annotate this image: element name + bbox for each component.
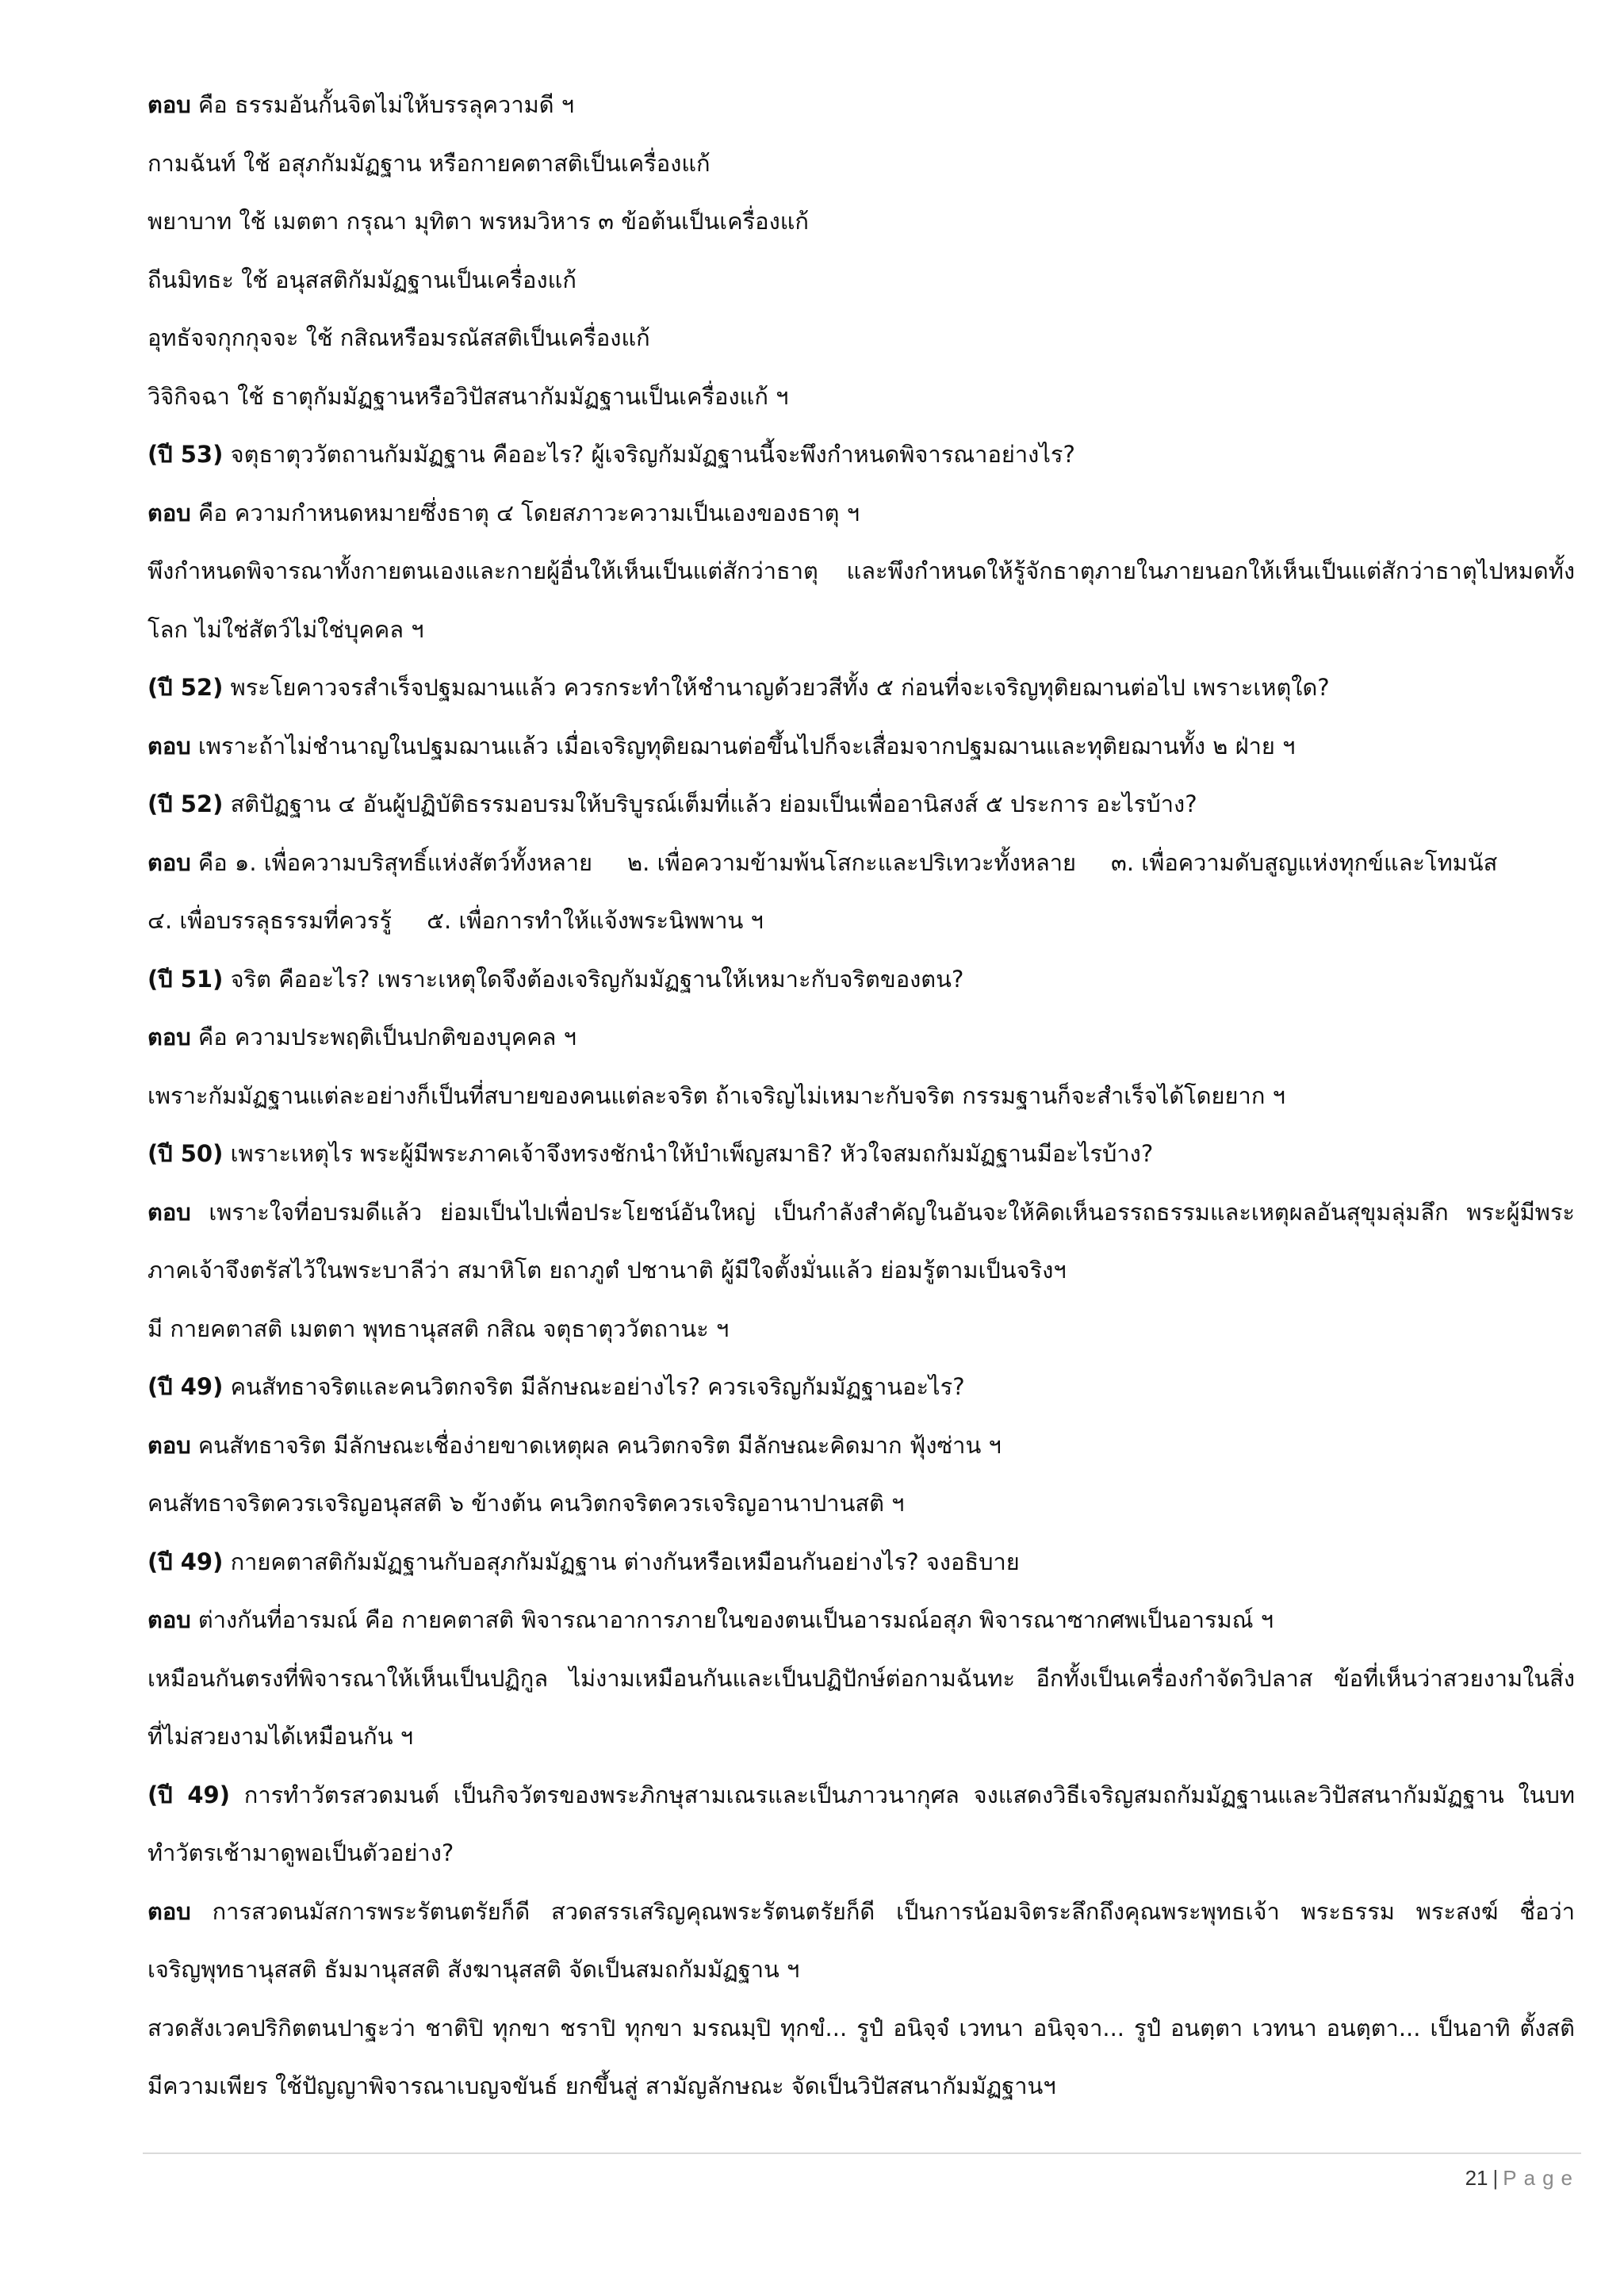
text-line bbox=[147, 1824, 1575, 1883]
line-label: (ปี 52) bbox=[147, 674, 224, 701]
text-line bbox=[147, 1008, 1575, 1067]
line-text: สติปัฏฐาน ๔ อันผู้ปฏิบัติธรรมอบรมให้บริบูรณ์เต็มที่แล้ว ย่อมเป็นเพื่ออานิสงส์ ๕ ประการ อะไรบ้าง? bbox=[223, 790, 1197, 817]
line-text: เพราะกัมมัฏฐานแต่ละอย่างก็เป็นที่สบายของคนแต่ละจริต ถ้าเจริญไม่เหมาะกับจริต กรรมฐานก็จะสำเร็จได้โดยยาก ฯ bbox=[147, 1081, 1285, 1109]
text-line bbox=[147, 426, 1575, 484]
line-text: คนสัทธาจริตควรเจริญอนุสสติ ๖ ข้างต้น คนวิตกจริตควรเจริญอานาปานสติ ฯ bbox=[147, 1490, 905, 1517]
line-label: (ปี 53) bbox=[147, 441, 224, 468]
line-label: ตอบ bbox=[147, 1024, 191, 1050]
text-line bbox=[147, 484, 1575, 543]
text-line bbox=[147, 775, 1575, 834]
line-text: สวดสังเวคปริกิตตนปาฐะว่า ชาติปิ ทุกขา ชราปิ ทุกขา มรณมฺปิ ทุกขํ... รูปํ อนิจฺจํ เวทนา อนิจฺจา... รูปํ อนตฺตา เวทนา อนตฺตา... เป็นอาทิ ตั้งสติ bbox=[147, 2014, 1575, 2042]
text-line bbox=[147, 368, 1575, 427]
line-text: ถีนมิทธะ ใช้ อนุสสติกัมมัฏฐานเป็นเครื่องแก้ bbox=[147, 266, 576, 293]
text-line bbox=[147, 1591, 1575, 1650]
text-line bbox=[147, 1184, 1575, 1242]
line-label: ตอบ bbox=[147, 91, 191, 118]
line-label: (ปี 51) bbox=[147, 965, 224, 993]
line-text: เจริญพุทธานุสสติ ธัมมานุสสติ สังฆานุสสติ จัดเป็นสมถกัมมัฏฐาน ฯ bbox=[147, 1956, 800, 1983]
text-line bbox=[147, 1650, 1575, 1709]
line-text: คือ ความกำหนดหมายซึ่งธาตุ ๔ โดยสภาวะความเป็นเองของธาตุ ฯ bbox=[190, 499, 860, 526]
line-text: มีความเพียร ใช้ปัญญาพิจารณาเบญจขันธ์ ยกขึ้นสู่ สามัญลักษณะ จัดเป็นวิปัสสนากัมมัฏฐานฯ bbox=[147, 2072, 1056, 2099]
text-line bbox=[147, 135, 1575, 193]
line-text: ๔. เพื่อบรรลุธรรมที่ควรรู้ bbox=[147, 907, 393, 934]
text-line bbox=[147, 1941, 1575, 1999]
text-line bbox=[147, 659, 1575, 718]
line-text: ต่างกันที่อารมณ์ คือ กายคตาสติ พิจารณาอาการภายในของตนเป็นอารมณ์อสุภ พิจารณาซากศพเป็นอารมณ์ ฯ bbox=[190, 1606, 1274, 1633]
line-text: เพราะใจที่อบรมดีแล้ว ย่อมเป็นไปเพื่อประโยชน์อันใหญ่ เป็นกำลังสำคัญในอันจะให้คิดเห็นอรรถธรรมและเหตุผลอันสุขุมลุ่มลึก พระผู้มีพระ bbox=[190, 1198, 1575, 1226]
text-line bbox=[147, 718, 1575, 776]
text-line bbox=[147, 1300, 1575, 1359]
line-text: เพราะเหตุไร พระผู้มีพระภาคเจ้าจึงทรงชักนำให้บำเพ็ญสมาธิ? หัวใจสมถกัมมัฏฐานมีอะไรบ้าง? bbox=[223, 1140, 1154, 1167]
line-text: โลก ไม่ใช่สัตว์ไม่ใช่บุคคล ฯ bbox=[147, 615, 424, 643]
line-text: ที่ไม่สวยงามได้เหมือนกัน ฯ bbox=[147, 1723, 414, 1750]
line-text: มี กายคตาสติ เมตตา พุทธานุสสติ กสิณ จตุธาตุววัตถานะ ฯ bbox=[147, 1314, 730, 1342]
line-text: ทำวัตรเช้ามาดูพอเป็นตัวอย่าง? bbox=[147, 1839, 454, 1866]
text-line bbox=[147, 1533, 1575, 1592]
line-text: คือ ความประพฤติเป็นปกติของบุคคล ฯ bbox=[190, 1024, 576, 1050]
line-text: พระโยคาวจรสำเร็จปฐมฌานแล้ว ควรกระทำให้ชำนาญด้วยวสีทั้ง ๕ ก่อนที่จะเจริญทุติยฌานต่อไป เพราะเหตุใด? bbox=[223, 674, 1330, 701]
text-line bbox=[147, 76, 1575, 135]
line-text: ภาคเจ้าจึงตรัสไว้ในพระบาลีว่า สมาหิโต ยถาภูตํ ปชานาติ ผู้มีใจตั้งมั่นแล้ว ย่อมรู้ตามเป็นจริงฯ bbox=[147, 1257, 1067, 1284]
page-number: 21 bbox=[1465, 2166, 1488, 2190]
line-text: พึงกำหนดพิจารณาทั้งกายตนเองและกายผู้อื่นให้เห็นเป็นแต่สักว่าธาตุ และพึงกำหนดให้รู้จักธาตุภายในภายนอกให้เห็นเป็นแต่สักว่าธาตุไปหมดทั้ง bbox=[147, 557, 1575, 584]
line-label: ตอบ bbox=[147, 732, 191, 760]
line-label: ตอบ bbox=[147, 1606, 191, 1633]
line-text: การสวดนมัสการพระรัตนตรัยก็ดี สวดสรรเสริญคุณพระรัตนตรัยก็ดี เป็นการน้อมจิตระลึกถึงคุณพระพุทธเจ้า พระธรรม พระสงฆ์ ชื่อว่า bbox=[190, 1897, 1575, 1925]
text-line bbox=[147, 601, 1575, 660]
footer-divider bbox=[143, 2152, 1581, 2154]
text-line bbox=[147, 1708, 1575, 1766]
text-line bbox=[147, 1242, 1575, 1300]
line-text: พยาบาท ใช้ เมตตา กรุณา มุทิตา พรหมวิหาร ๓ ข้อต้นเป็นเครื่องแก้ bbox=[147, 208, 809, 235]
line-label: (ปี 49) bbox=[147, 1781, 230, 1808]
line-text: จริต คืออะไร? เพราะเหตุใดจึงต้องเจริญกัมมัฏฐานให้เหมาะกับจริตของตน? bbox=[223, 965, 964, 993]
text-line bbox=[147, 251, 1575, 310]
line-label: (ปี 50) bbox=[147, 1140, 224, 1167]
text-line bbox=[147, 1417, 1575, 1475]
text-line bbox=[147, 542, 1575, 601]
text-line bbox=[147, 951, 1575, 1009]
line-text: เพราะถ้าไม่ชำนาญในปฐมฌานแล้ว เมื่อเจริญทุติยฌานต่อขึ้นไปก็จะเสื่อมจากปฐมฌานและทุติยฌานทั้ง ๒ ฝ่าย ฯ bbox=[190, 732, 1296, 760]
line-text-item: ๕. เพื่อการทำให้แจ้งพระนิพพาน ฯ bbox=[427, 907, 764, 934]
text-line bbox=[147, 2057, 1575, 2116]
text-line bbox=[147, 1883, 1575, 1942]
line-label: ตอบ bbox=[147, 1431, 191, 1459]
line-text-item: ๒. เพื่อความข้ามพ้นโสกะและปริเทวะทั้งหลาย bbox=[627, 848, 1077, 876]
line-text: กามฉันท์ ใช้ อสุภกัมมัฏฐาน หรือกายคตาสติเป็นเครื่องแก้ bbox=[147, 149, 710, 177]
line-label: ตอบ bbox=[147, 1897, 191, 1925]
line-label: (ปี 49) bbox=[147, 1373, 224, 1400]
line-text: เหมือนกันตรงที่พิจารณาให้เห็นเป็นปฏิกูล ไม่งามเหมือนกันและเป็นปฏิปักษ์ต่อกามฉันทะ อีกทั้งเป็นเครื่องกำจัดวิปลาส ข้อที่เห็นว่าสวยงามในสิ่ง bbox=[147, 1664, 1575, 1692]
line-label: ตอบ bbox=[147, 1198, 191, 1226]
text-line bbox=[147, 1067, 1575, 1126]
text-line bbox=[147, 1475, 1575, 1533]
text-line bbox=[147, 1358, 1575, 1417]
line-text: คือ ๑. เพื่อความบริสุทธิ์แห่งสัตว์ทั้งหลาย bbox=[190, 848, 593, 876]
line-label: (ปี 49) bbox=[147, 1548, 224, 1575]
page-body bbox=[147, 76, 1575, 2116]
text-line bbox=[147, 834, 1575, 893]
page-footer bbox=[1465, 2166, 1580, 2191]
text-line bbox=[147, 1125, 1575, 1184]
line-text-item: ๓. เพื่อความดับสูญแห่งทุกข์และโทมนัส bbox=[1111, 848, 1498, 876]
line-text: การทำวัตรสวดมนต์ เป็นกิจวัตรของพระภิกษุสามเณรและเป็นภาวนากุศล จงแสดงวิธีเจริญสมถกัมมัฏฐานและวิปัสสนากัมมัฏฐาน ในบท bbox=[229, 1781, 1576, 1808]
line-text: คนสัทธาจริตและคนวิตกจริต มีลักษณะอย่างไร? ควรเจริญกัมมัฏฐานอะไร? bbox=[223, 1373, 965, 1400]
line-label: ตอบ bbox=[147, 499, 191, 526]
text-line bbox=[147, 309, 1575, 368]
line-text: จตุธาตุววัตถานกัมมัฏฐาน คืออะไร? ผู้เจริญกัมมัฏฐานนี้จะพึงกำหนดพิจารณาอย่างไร? bbox=[223, 441, 1075, 468]
line-label: ตอบ bbox=[147, 848, 191, 876]
line-text: วิจิกิจฉา ใช้ ธาตุกัมมัฏฐานหรือวิปัสสนากัมมัฏฐานเป็นเครื่องแก้ ฯ bbox=[147, 382, 789, 410]
text-line bbox=[147, 193, 1575, 251]
line-text: อุทธัจจกุกกุจจะ ใช้ กสิณหรือมรณัสสติเป็นเครื่องแก้ bbox=[147, 324, 650, 351]
text-line bbox=[147, 1999, 1575, 2058]
line-text: คนสัทธาจริต มีลักษณะเชื่อง่ายขาดเหตุผล คนวิตกจริต มีลักษณะคิดมาก ฟุ้งซ่าน ฯ bbox=[190, 1431, 1002, 1459]
line-label: (ปี 52) bbox=[147, 790, 224, 817]
text-line bbox=[147, 1766, 1575, 1825]
line-text: คือ ธรรมอันกั้นจิตไม่ให้บรรลุความดี ฯ bbox=[190, 91, 575, 118]
text-line bbox=[147, 892, 1575, 951]
page-word: Page bbox=[1503, 2166, 1580, 2190]
footer-separator: | bbox=[1492, 2166, 1499, 2190]
line-text: กายคตาสติกัมมัฏฐานกับอสุภกัมมัฏฐาน ต่างกันหรือเหมือนกันอย่างไร? จงอธิบาย bbox=[223, 1548, 1020, 1575]
